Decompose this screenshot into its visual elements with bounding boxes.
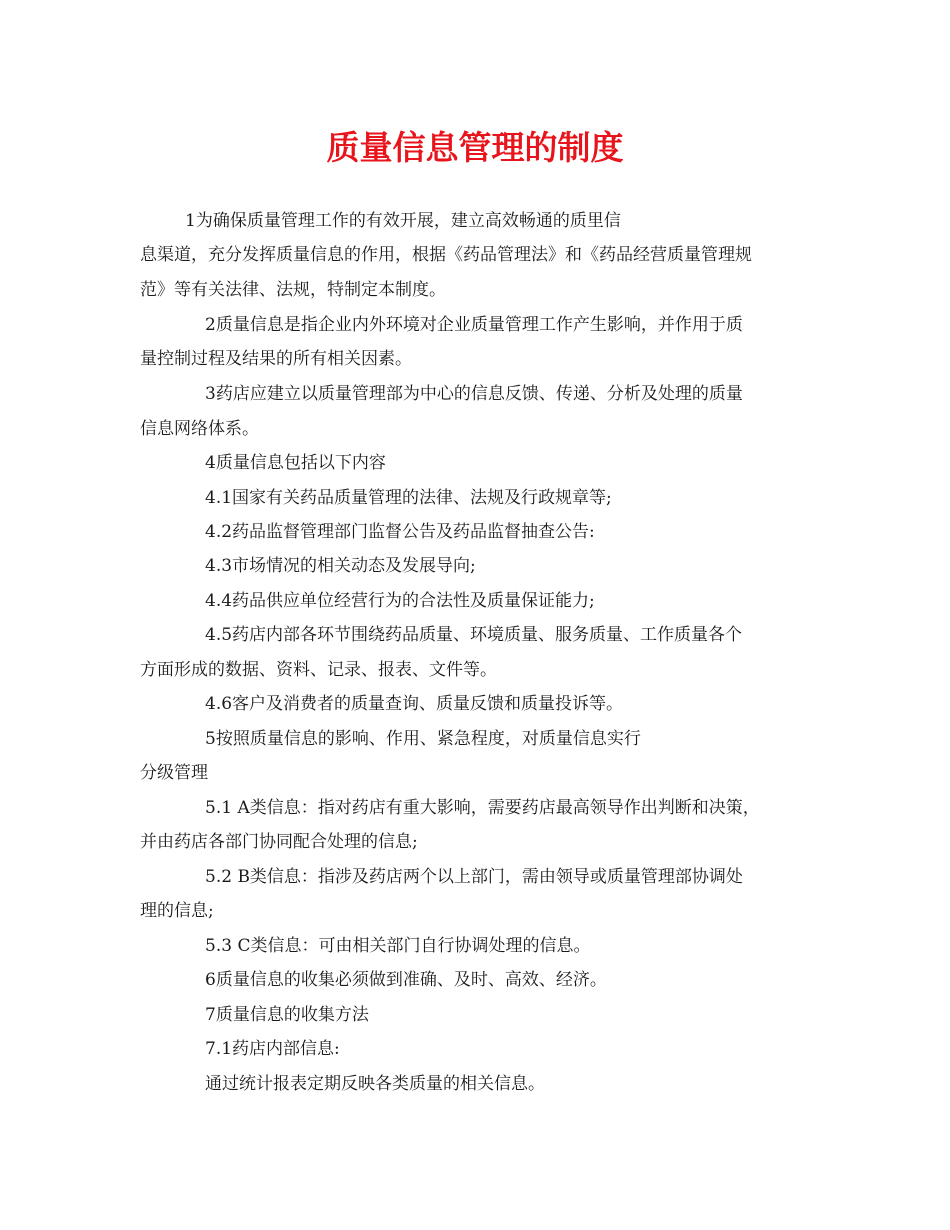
paragraph-line: 5按照质量信息的影响、作用、紧急程度，对质量信息实行 [205, 729, 641, 749]
paragraph-line: 4.2药品监督管理部门监督公告及药品监督抽查公告: [205, 522, 595, 542]
paragraph-line: 分级管理 [140, 763, 208, 783]
paragraph-line: 理的信息; [140, 901, 214, 921]
paragraph-line: 方面形成的数据、资料、记录、报表、文件等。 [140, 660, 497, 680]
paragraph-line: 范》等有关法律、法规，特制定本制度。 [140, 280, 446, 300]
paragraph-line: 7质量信息的收集方法 [205, 1005, 369, 1025]
paragraph-line: 4.4药品供应单位经营行为的合法性及质量保证能力; [205, 591, 595, 611]
paragraph-line: 3药店应建立以质量管理部为中心的信息反馈、传递、分析及处理的质量 [205, 384, 743, 404]
paragraph-line: 并由药店各部门协同配合处理的信息; [140, 832, 418, 852]
paragraph-line: 息渠道，充分发挥质量信息的作用，根据《药品管理法》和《药品经营质量管理规 [140, 245, 752, 265]
paragraph-line: 量控制过程及结果的所有相关因素。 [140, 349, 412, 369]
paragraph-line: 4.1国家有关药品质量管理的法律、法规及行政规章等; [205, 488, 612, 508]
paragraph-line: 5.2 B类信息：指涉及药店两个以上部门，需由领导或质量管理部协调处 [205, 867, 743, 887]
paragraph-line: 信息网络体系。 [140, 419, 259, 439]
paragraph-line: 4质量信息包括以下内容 [205, 453, 386, 473]
paragraph-line: 7.1药店内部信息: [205, 1039, 340, 1059]
paragraph-line: 4.3市场情况的相关动态及发展导向; [205, 556, 476, 576]
paragraph-line: 5.1 A类信息：指对药店有重大影响，需要药店最高领导作出判断和决策， [205, 798, 760, 818]
document-title: 质量信息管理的制度 [326, 128, 624, 167]
paragraph-line: 1为确保质量管理工作的有效开展，建立高效畅通的质里信 [185, 211, 621, 231]
paragraph-line: 6质量信息的收集必须做到准确、及时、高效、经济。 [205, 970, 607, 990]
paragraph-line: 2质量信息是指企业内外环境对企业质量管理工作产生影响，并作用于质 [205, 315, 743, 335]
paragraph-line: 通过统计报表定期反映各类质量的相关信息。 [205, 1074, 545, 1094]
paragraph-line: 5.3 C类信息：可由相关部门自行协调处理的信息。 [205, 936, 591, 956]
paragraph-line: 4.6客户及消费者的质量查询、质量反馈和质量投诉等。 [205, 694, 624, 714]
paragraph-line: 4.5药店内部各环节围绕药品质量、环境质量、服务质量、工作质量各个 [205, 625, 743, 645]
